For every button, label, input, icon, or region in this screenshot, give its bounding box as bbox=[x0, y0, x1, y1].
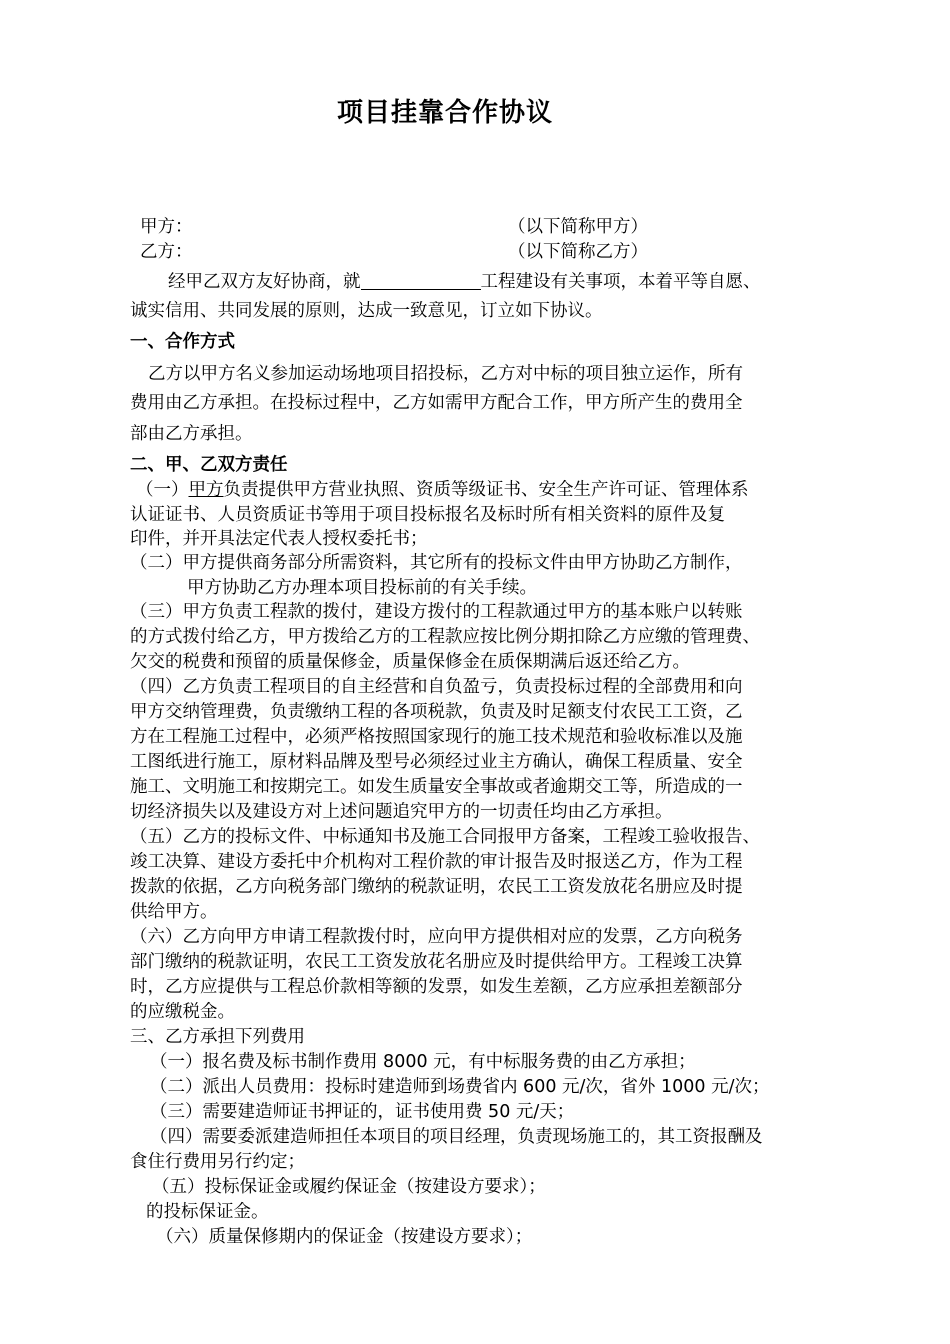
section-2-line: 拨款的依据，乙方向税务部门缴纳的税款证明，农民工工资发放花名册应及时提 bbox=[130, 877, 743, 897]
section-2-line: 甲方交纳管理费，负责缴纳工程的各项税款，负责及时足额支付农民工工资，乙 bbox=[130, 702, 743, 722]
item-1-prefix: （一） bbox=[136, 480, 189, 500]
section-3-line: （五）投标保证金或履约保证金（按建设方要求）； bbox=[152, 1177, 546, 1197]
section-2-line: 竣工决算、建设方委托中介机构对工程价款的审计报告及时报送乙方，作为工程 bbox=[130, 852, 743, 872]
intro-text-pre: 经甲乙双方友好协商，就 bbox=[168, 272, 361, 292]
section-2-line: 认证证书、人员资质证书等用于项目投标报名及标时所有相关资料的原件及复 bbox=[130, 505, 725, 525]
section-3-heading: 三、乙方承担下列费用 bbox=[130, 1027, 305, 1047]
section-3-line: （一）报名费及标书制作费用 8000 元，有中标服务费的由乙方承担； bbox=[150, 1052, 696, 1072]
party-a-note: （以下简称甲方） bbox=[508, 217, 648, 237]
section-2-line: （六）乙方向甲方申请工程款拨付时，应向甲方提供相对应的发票，乙方向税务 bbox=[130, 927, 743, 947]
intro-line-2: 诚实信用、共同发展的原则，达成一致意见，订立如下协议。 bbox=[130, 301, 603, 321]
section-2-line: 印件，并开具法定代表人授权委托书； bbox=[130, 529, 428, 549]
section-2-line: （二）甲方提供商务部分所需资料，其它所有的投标文件由甲方协助乙方制作， bbox=[130, 553, 743, 573]
item-1-text: 负责提供甲方营业执照、资质等级证书、安全生产许可证、管理体系 bbox=[223, 480, 749, 500]
section-3-line: 的投标保证金。 bbox=[146, 1202, 269, 1222]
section-2-line: 供给甲方。 bbox=[130, 902, 218, 922]
section-1-line: 费用由乙方承担。在投标过程中，乙方如需甲方配合工作，甲方所产生的费用全 bbox=[130, 393, 743, 413]
project-name-blank bbox=[361, 271, 481, 290]
section-2-line: 的方式拨付给乙方，甲方拨给乙方的工程款应按比例分期扣除乙方应缴的管理费、 bbox=[130, 627, 760, 647]
section-3-line: （三）需要建造师证书押证的，证书使用费 50 元/天； bbox=[150, 1102, 575, 1122]
party-b-label: 乙方： bbox=[140, 242, 193, 262]
section-2-line: 欠交的税费和预留的质量保修金，质量保修金在质保期满后返还给乙方。 bbox=[130, 652, 690, 672]
section-3-line: （六）质量保修期内的保证金（按建设方要求）； bbox=[156, 1227, 533, 1247]
intro-text-post: 工程建设有关事项，本着平等自愿、 bbox=[480, 272, 761, 292]
section-3-line: （二）派出人员费用：投标时建造师到场费省内 600 元/次，省外 1000 元/次； bbox=[150, 1077, 770, 1097]
section-2-line: 的应缴税金。 bbox=[130, 1002, 235, 1022]
section-2-line: 切经济损失以及建设方对上述问题追究甲方的一切责任均由乙方承担。 bbox=[130, 802, 673, 822]
section-2-line: 甲方协助乙方办理本项目投标前的有关手续。 bbox=[187, 578, 537, 598]
section-2-item-1 bbox=[136, 476, 749, 501]
section-3-line: （四）需要委派建造师担任本项目的项目经理，负责现场施工的，其工资报酬及 bbox=[150, 1127, 763, 1147]
section-2-line: 工图纸进行施工，原材料品牌及型号必须经过业主方确认，确保工程质量、安全 bbox=[130, 752, 743, 772]
section-1-heading: 一、合作方式 bbox=[130, 332, 235, 352]
section-2-line: 时，乙方应提供与工程总价款相等额的发票，如发生差额，乙方应承担差额部分 bbox=[130, 977, 743, 997]
section-2-line: 施工、文明施工和按期完工。如发生质量安全事故或者逾期交工等，所造成的一 bbox=[130, 777, 743, 797]
party-b-note: （以下简称乙方） bbox=[508, 242, 648, 262]
section-1-line: 乙方以甲方名义参加运动场地项目招投标，乙方对中标的项目独立运作，所有 bbox=[148, 364, 743, 384]
section-2-line: 部门缴纳的税款证明，农民工工资发放花名册应及时提供给甲方。工程竣工决算 bbox=[130, 952, 743, 972]
section-2-line: （四）乙方负责工程项目的自主经营和自负盈亏，负责投标过程的全部费用和向 bbox=[130, 677, 743, 697]
document-title: 项目挂靠合作协议 bbox=[336, 98, 553, 128]
section-2-line: 方在工程施工过程中，必须严格按照国家现行的施工技术规范和验收标准以及施 bbox=[130, 727, 743, 747]
section-2-line: （三）甲方负责工程款的拨付，建设方拨付的工程款通过甲方的基本账户以转账 bbox=[130, 602, 743, 622]
intro-line-1 bbox=[168, 268, 761, 293]
party-a-label: 甲方： bbox=[140, 217, 193, 237]
item-1-underlined: 甲方 bbox=[188, 480, 224, 500]
section-1-line: 部由乙方承担。 bbox=[130, 424, 253, 444]
section-3-line: 食住行费用另行约定； bbox=[130, 1152, 305, 1172]
section-2-heading: 二、甲、乙双方责任 bbox=[130, 455, 288, 475]
section-2-line: （五）乙方的投标文件、中标通知书及施工合同报甲方备案，工程竣工验收报告、 bbox=[130, 827, 760, 847]
